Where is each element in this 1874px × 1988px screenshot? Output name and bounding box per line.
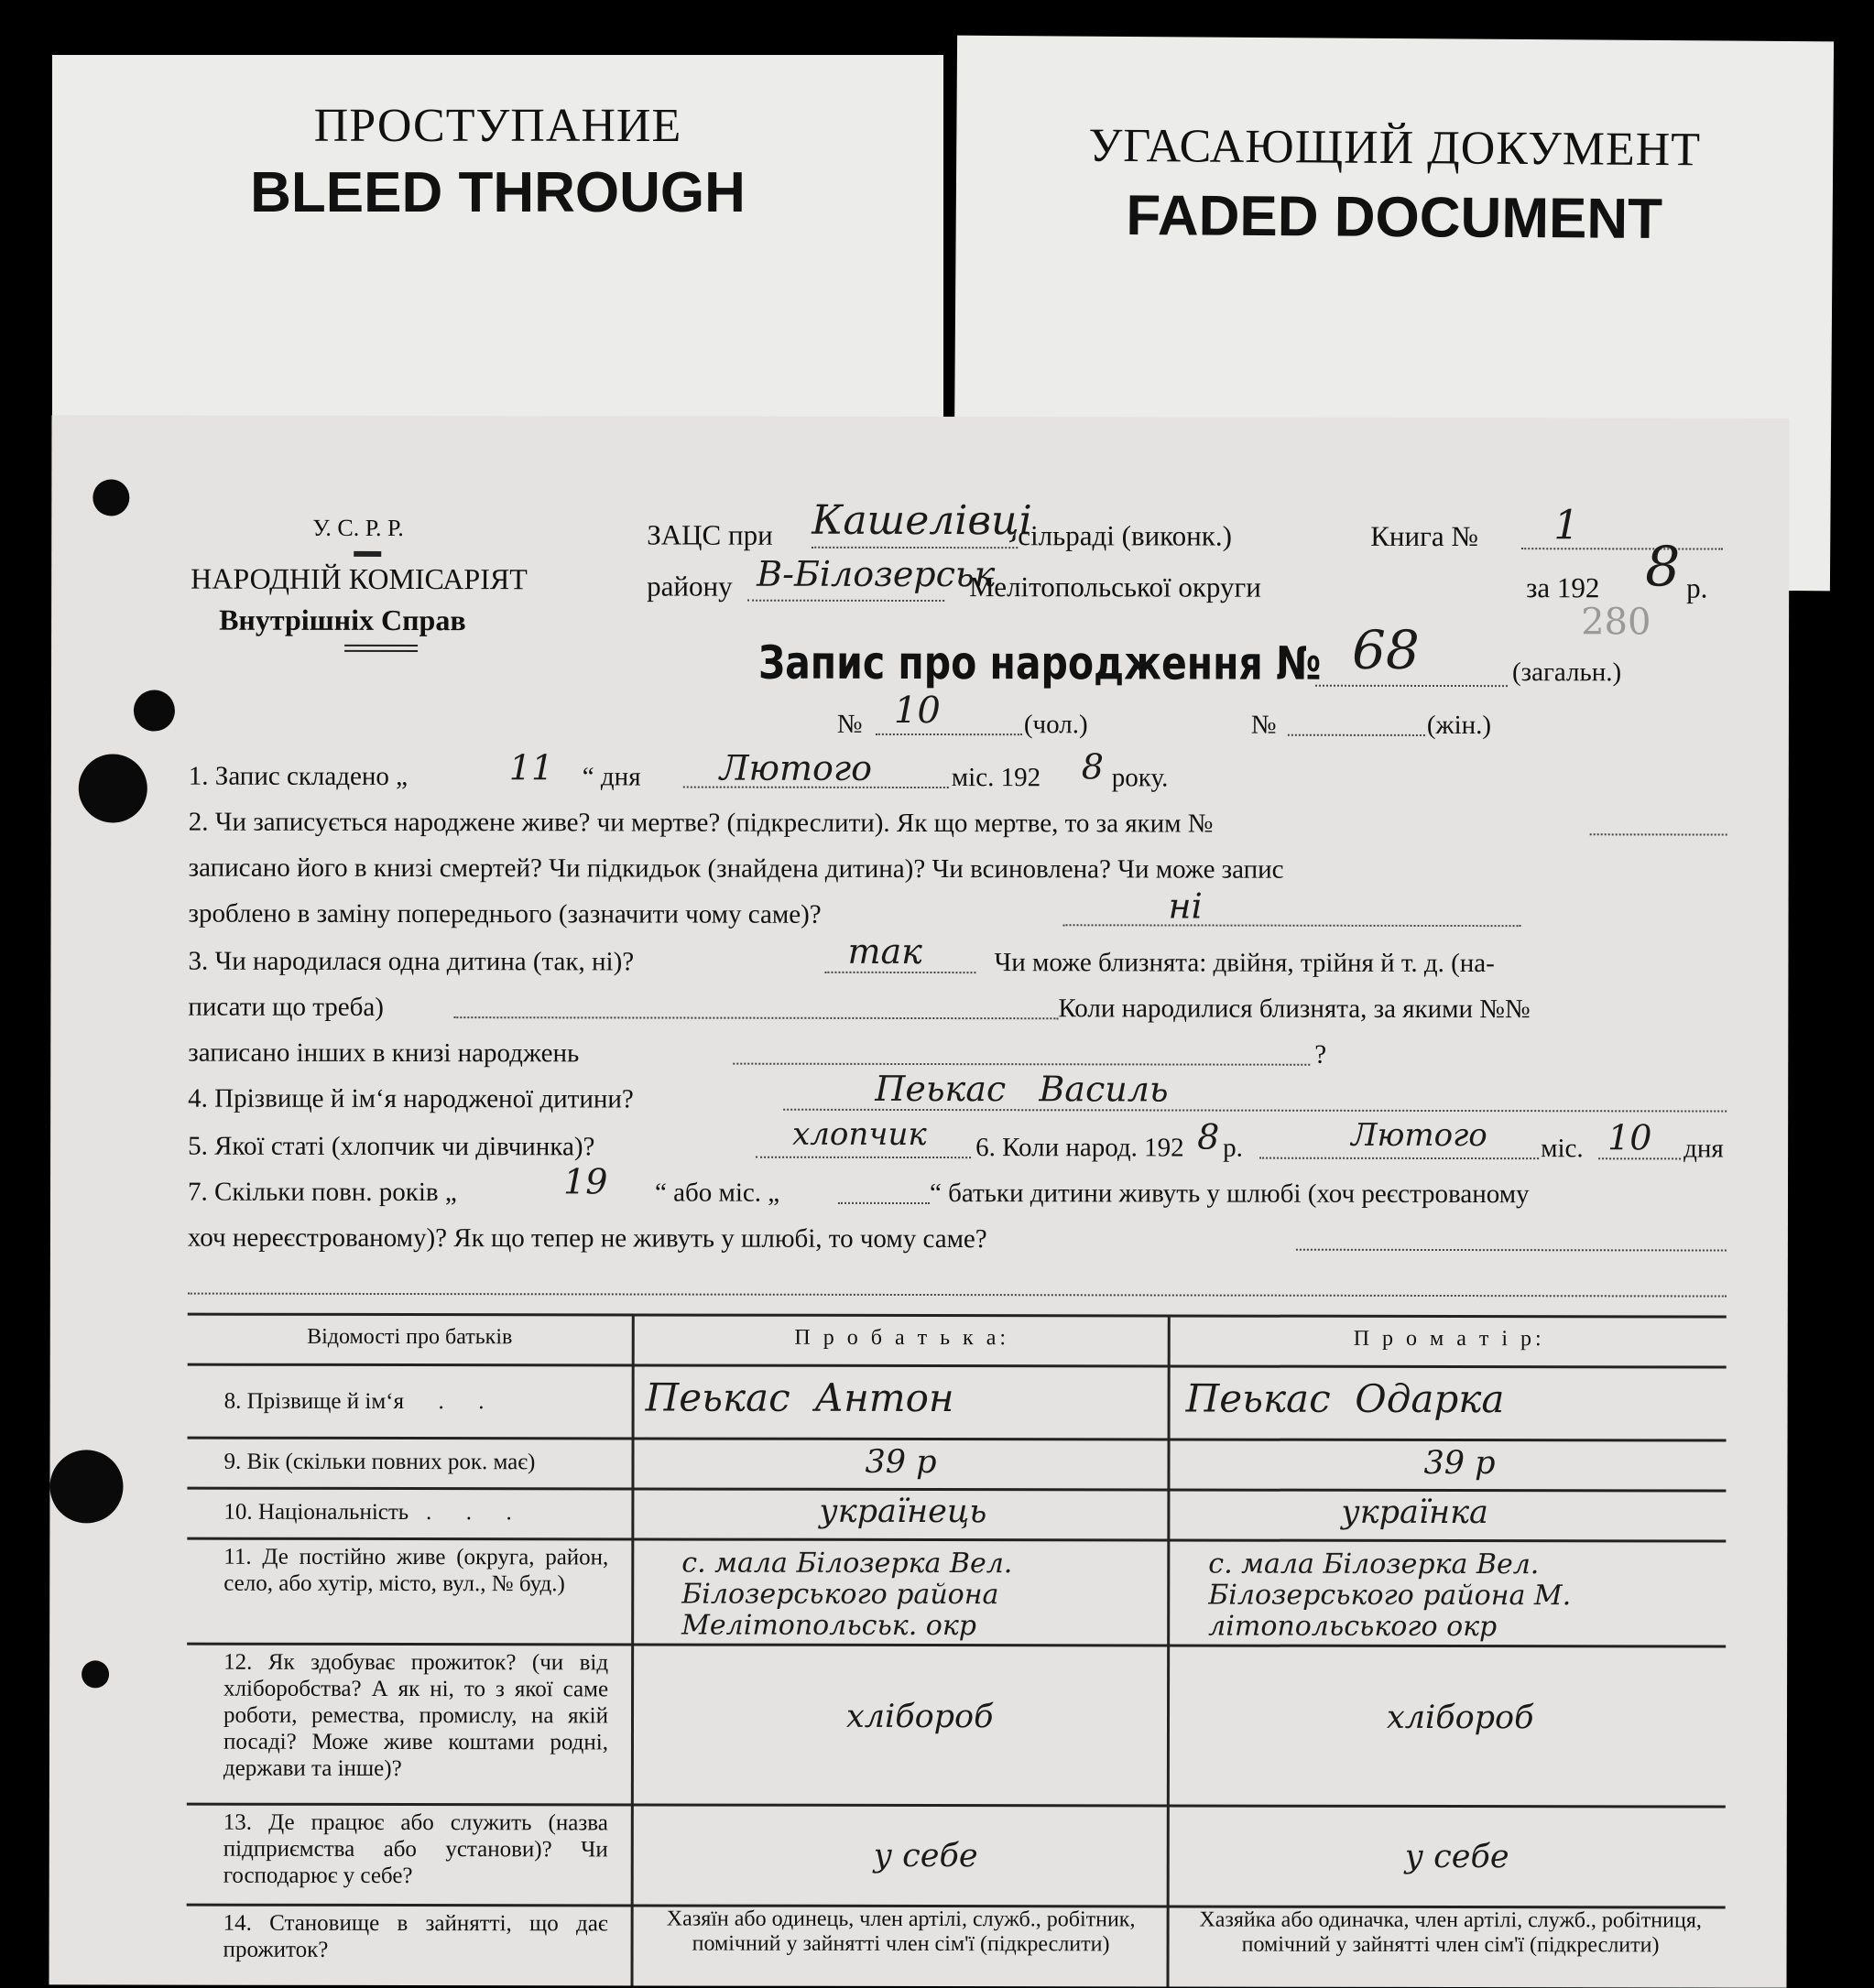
fill-line (783, 1109, 1727, 1113)
table-header: П р о б а т ь к а: (794, 1325, 1010, 1351)
punch-hole (134, 690, 175, 732)
year-digit: 8 (1645, 535, 1681, 600)
table-row-label: 8. Прізвище й ім‘я . . (223, 1388, 485, 1415)
q4-text: 4. Прізвище й ім‘я народженої дитини? (188, 1083, 634, 1114)
punch-hole (82, 1660, 109, 1688)
q3-line2: Коли народилися близнята, за якими №№ (1058, 994, 1531, 1025)
fill-line (1590, 833, 1727, 835)
q3-text: 3. Чи народилася одна дитина (так, ні)? (188, 946, 635, 977)
q3-qmark: ? (1314, 1039, 1327, 1070)
q3-answer: так (847, 930, 922, 972)
q6-text: дня (1683, 1134, 1724, 1164)
commissariat-label: НАРОДНІЙ КОМІСАРІЯТ (191, 561, 528, 596)
father-nationality: українець (819, 1493, 987, 1531)
father-employment-status: Хазяїн або одинець, член артілі, служб., робітник, помічний у зайнятті член сім'ї (підкреслити) (666, 1907, 1136, 1957)
female-no-label: № (1250, 710, 1277, 740)
fill-line (1315, 685, 1508, 687)
q6-text: р. (1223, 1133, 1243, 1163)
q2-line1: 2. Чи записується народжене живе? чи мертве? (підкреслити). Як що мертве, то за яким № (188, 807, 1214, 839)
fill-line (1598, 1157, 1681, 1159)
year-suffix: р. (1686, 571, 1708, 604)
fill-line (838, 1202, 930, 1204)
district-handwritten: В-Білозерськ (757, 553, 996, 595)
fill-line (453, 1016, 1058, 1019)
q3-line2: писати що треба) (188, 992, 384, 1022)
table-border (188, 1313, 1727, 1319)
q1-text: міс. 192 (951, 763, 1041, 793)
fill-line (1296, 1249, 1727, 1252)
divider (354, 551, 381, 557)
q7-line2: хоч нереєстрованому)? Як що тепер не живуть у шлюбі, то чому саме? (187, 1222, 987, 1255)
q1-day: 11 (508, 747, 554, 788)
q7-text: “ батьки дитини живуть у шлюбі (хоч реєстрованому (929, 1179, 1530, 1210)
mother-nationality: українка (1341, 1494, 1488, 1532)
fill-line (1521, 548, 1723, 549)
ministry-label: Внутрішніх Справ (219, 603, 466, 637)
table-header: П р о м а т і р: (1353, 1326, 1545, 1352)
q3-line3: записано інших в книзі народжень (188, 1037, 580, 1069)
birth-record-page (49, 415, 1790, 1987)
q6-day: 10 (1607, 1117, 1652, 1158)
q5-answer: хлопчик (792, 1115, 927, 1154)
archive-mark: 280 (1581, 601, 1651, 644)
record-number: 68 (1351, 618, 1420, 681)
q1-year: 8 (1081, 746, 1105, 788)
faded-document-label-en: FADED DOCUMENT (1126, 183, 1663, 252)
district-label: району (647, 570, 733, 603)
q1-month: Лютого (719, 747, 873, 788)
table-border (1167, 1314, 1171, 1986)
divider (344, 645, 418, 646)
table-border (188, 1437, 1727, 1442)
q2-line2: записано його в книзі смертей? Чи підкидьок (знайдена дитина)? Чи всиновлена? Чи може запис (188, 853, 1284, 885)
fill-line (747, 600, 944, 602)
village-council-label: сільраді (виконк.) (1018, 519, 1232, 552)
village-handwritten: Кашелівці (812, 496, 1032, 545)
father-residence: с. мала Білозерка Вел. Білозерського района Мелітопольськ. окр (681, 1547, 1013, 1643)
q6-text: міс. (1541, 1134, 1584, 1164)
bleed-through-label-ru: ПРОСТУПАНИЕ (313, 100, 682, 152)
table-border (187, 1487, 1726, 1493)
fill-line (1063, 924, 1521, 927)
father-name: Пеькас Антон (645, 1374, 954, 1421)
mother-residence: с. мала Білозерка Вел. Білозерського района М. літопольського окр (1208, 1548, 1572, 1644)
okrug-label: Мелітопольської округи (969, 570, 1261, 603)
q5-text: 5. Якої статі (хлопчик чи дівчинка)? (188, 1131, 595, 1162)
fill-line (188, 1293, 1727, 1298)
fill-line (683, 787, 949, 789)
q1-text: 1. Запис складено „ (188, 761, 409, 792)
table-border (187, 1643, 1726, 1648)
table-header: Відомості про батьків (307, 1324, 513, 1350)
table-row-label: 14. Становище в зайнятті, що дає прожиток? (223, 1910, 608, 1962)
punch-hole (79, 754, 147, 822)
female-label: (жін.) (1426, 710, 1492, 741)
q3-text: Чи може близнята: двійня, трійня й т. д. (на- (994, 948, 1495, 979)
father-workplace: у себе (873, 1837, 978, 1875)
zags-label: ЗАЦС при (647, 518, 773, 551)
table-row-label: 12. Як здобуває прожиток? (чи від хліборобства? А як ні, то з якої саме роботи, ремества, промислу, на якій посаді? Може живе коштами родні, держави та інше)? (223, 1649, 609, 1782)
father-occupation: хлібороб (845, 1698, 994, 1736)
q7-text: “ або міс. „ (654, 1178, 780, 1208)
table-border (187, 1803, 1726, 1809)
table-row-label: 11. Де постійно живе (округа, район, село, або хутір, місто, вул., № буд.) (223, 1544, 609, 1597)
male-number: 10 (893, 689, 941, 733)
fill-line (1259, 1157, 1539, 1160)
table-row-label: 9. Вік (скільки повних рок. має) (223, 1449, 536, 1475)
fill-line (756, 1157, 971, 1158)
punch-hole (49, 1450, 123, 1523)
q7-text: 7. Скільки повн. років „ (187, 1177, 457, 1208)
q1-text: “ дня (582, 762, 641, 792)
table-border (187, 1537, 1726, 1543)
fill-line (876, 733, 1022, 735)
year-label: за 192 (1526, 571, 1600, 604)
punch-hole (93, 479, 129, 516)
fill-line (812, 547, 1018, 549)
q2-line3: зроблено в заміну попереднього (зазначити чому саме)? (188, 898, 822, 929)
ussr-label: У. С. Р. Р. (312, 514, 404, 542)
mother-employment-status: Хазяйка або одиначка, член артілі, служб., робітниця, помічний у зайнятті член сім'ї (підкреслити) (1199, 1907, 1702, 1958)
q1-text: року. (1111, 763, 1169, 793)
table-border (631, 1313, 635, 1985)
general-label: (загальн.) (1511, 657, 1622, 688)
book-number: 1 (1553, 502, 1580, 549)
father-age: 39 р (865, 1443, 937, 1482)
male-label: (чол.) (1023, 710, 1088, 740)
bleed-through-card (52, 55, 943, 440)
table-border (188, 1363, 1727, 1369)
table-row-label: 13. Де працює або служить (назва підприємства або установи)? Чи господарює у себе? (223, 1809, 608, 1889)
table-row-label: 10. Національність . . . (223, 1499, 512, 1526)
faded-document-label-ru: УГАСАЮЩИЙ ДОКУМЕНТ (1088, 119, 1702, 177)
divider (344, 650, 418, 652)
q6-month: Лютого (1351, 1116, 1487, 1155)
q4-answer: Пеькас Василь (875, 1068, 1169, 1110)
fill-line (824, 972, 975, 973)
fill-line (1288, 734, 1425, 736)
bleed-through-label-en: BLEED THROUGH (250, 161, 746, 224)
book-label: Книга № (1370, 519, 1478, 553)
q2-answer: ні (1168, 885, 1203, 927)
record-title: Запис про народження № (757, 636, 1322, 690)
fill-line (733, 1063, 1310, 1066)
q7-years: 19 (562, 1161, 608, 1202)
mother-occupation: хлібороб (1386, 1699, 1534, 1737)
mother-age: 39 р (1423, 1444, 1496, 1483)
mother-name: Пеькас Одарка (1185, 1375, 1505, 1422)
mother-workplace: у себе (1404, 1838, 1509, 1876)
q6-text: 6. Коли народ. 192 (975, 1133, 1184, 1163)
q6-year: 8 (1197, 1116, 1220, 1157)
male-no-label: № (836, 709, 863, 739)
